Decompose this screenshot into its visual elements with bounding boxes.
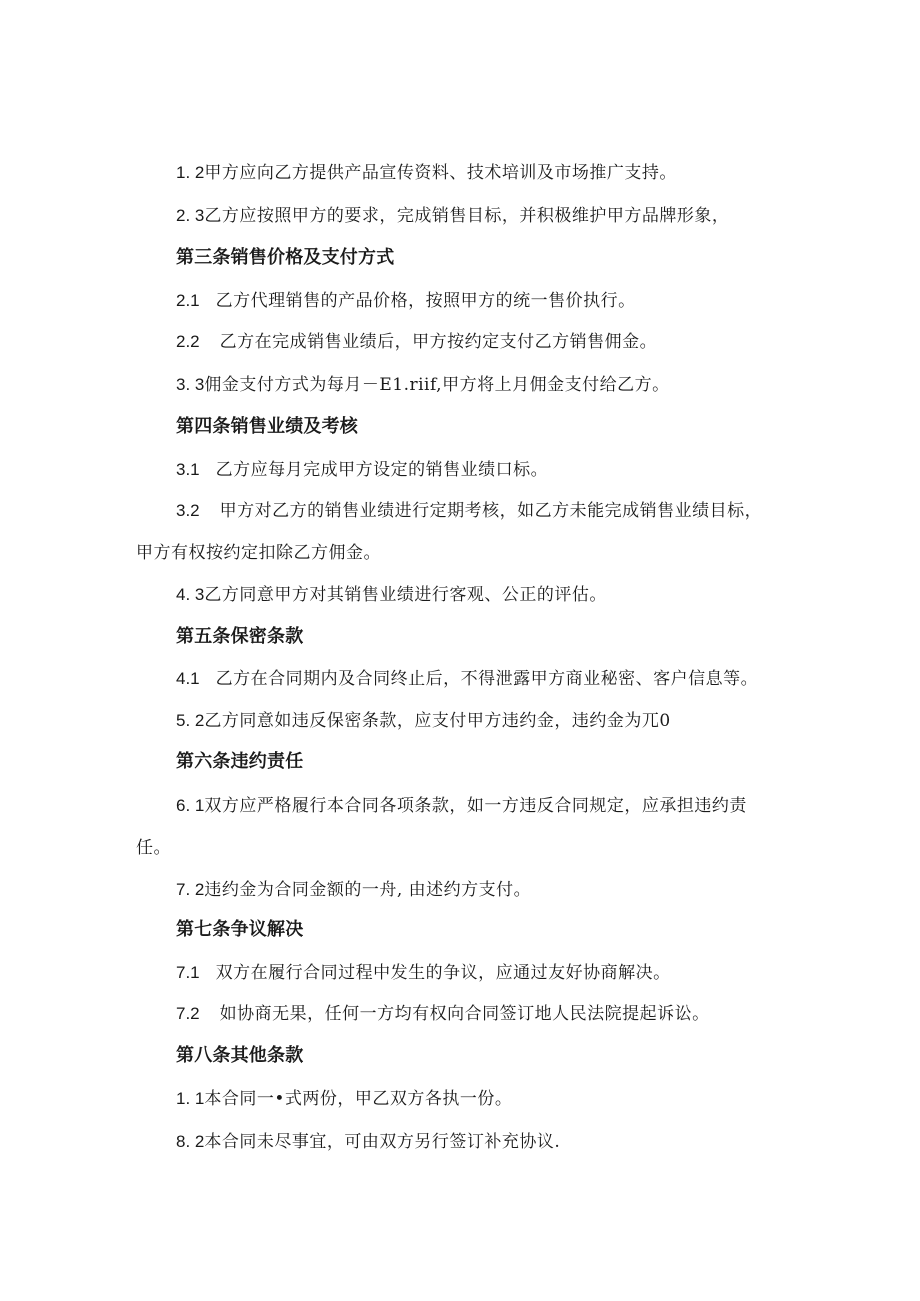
paragraph-1-2 [176,161,677,185]
clause-text: 甲方对乙方的销售业绩进行定期考核，如乙方未能完成销售业绩目标， [219,501,763,521]
clause-text: 违约金为合同金额的一舟, 由述约方支付。 [204,880,532,900]
clause-number: 2. 3 [176,206,205,225]
paragraph-7-1 [176,961,671,985]
section-heading-6: 第六条违约责任 [176,751,304,772]
clause-text: 乙方在完成销售业绩后，甲方按约定支付乙方销售佣金。 [219,332,658,352]
clause-number: 4.1 [176,669,200,688]
section-heading-5: 第五条保密条款 [176,626,304,647]
clause-text: 乙方在合同期内及合同终止后，不得泄露甲方商业秘密、客户信息等。 [215,669,759,689]
paragraph-4-3 [176,583,607,607]
clause-number: 6. 1 [176,796,205,815]
section-heading-7: 第七条争议解决 [176,919,304,940]
clause-text: 本合同一•式两份，甲乙双方各执一份。 [204,1089,513,1109]
section-heading-8: 第八条其他条款 [176,1045,304,1066]
clause-text: 如协商无果，任何一方均有权向合同签订地人民法院提起诉讼。 [219,1004,710,1024]
clause-number: 3.2 [176,501,200,520]
clause-text: 乙方应每月完成甲方设定的销售业绩口标。 [215,460,549,480]
clause-text: 甲方应向乙方提供产品宣传资料、技术培训及市场推广支持。 [204,163,677,183]
clause-text: 佣金支付方式为每月－E1.riif,甲方将上月佣金支付给乙方。 [204,375,670,395]
clause-text: 乙方同意如违反保密条款，应支付甲方违约金，违约金为兀0 [204,711,671,731]
clause-number: 1. 2 [176,163,205,182]
clause-text: 乙方代理销售的产品价格，按照甲方的统一售价执行。 [215,291,636,311]
paragraph-4-1 [176,667,758,691]
paragraph-3-2 [176,499,762,523]
clause-number: 4. 3 [176,585,205,604]
paragraph-continuation: 甲方有权按约定扣除乙方佣金。 [136,543,381,563]
clause-text: 乙方应按照甲方的要求，完成销售目标，并积极维护甲方品牌形象， [204,206,730,226]
paragraph-6-1 [176,794,747,818]
clause-text: 乙方同意甲方对其销售业绩进行客观、公正的评估。 [204,585,607,605]
paragraph-8-2 [176,1130,560,1154]
clause-number: 3. 3 [176,375,205,394]
clause-number: 2.2 [176,332,200,351]
clause-text: 双方应严格履行本合同各项条款，如一方违反合同规定，应承担违约责 [204,796,747,816]
paragraph-continuation: 任。 [136,838,171,858]
paragraph-7-2b [176,1002,710,1026]
paragraph-1-1 [176,1087,512,1111]
clause-number: 7. 2 [176,880,205,899]
clause-number: 8. 2 [176,1132,205,1151]
paragraph-3-1 [176,458,548,482]
clause-text: 双方在履行合同过程中发生的争议，应通过友好协商解决。 [215,963,671,983]
clause-number: 1. 1 [176,1089,205,1108]
paragraph-2-1 [176,289,636,313]
section-heading-4: 第四条销售业绩及考核 [176,416,358,437]
clause-text: 本合同未尽事宜，可由双方另行签订补充协议. [204,1132,561,1152]
paragraph-2-2 [176,330,657,354]
section-heading-3: 第三条销售价格及支付方式 [176,247,395,268]
clause-number: 2.1 [176,291,200,310]
paragraph-5-2 [176,709,671,733]
paragraph-2-3 [176,204,729,228]
clause-number: 7.2 [176,1004,200,1023]
paragraph-3-3 [176,373,670,397]
clause-number: 5. 2 [176,711,205,730]
paragraph-7-2 [176,878,531,902]
clause-number: 7.1 [176,963,200,982]
clause-number: 3.1 [176,460,200,479]
